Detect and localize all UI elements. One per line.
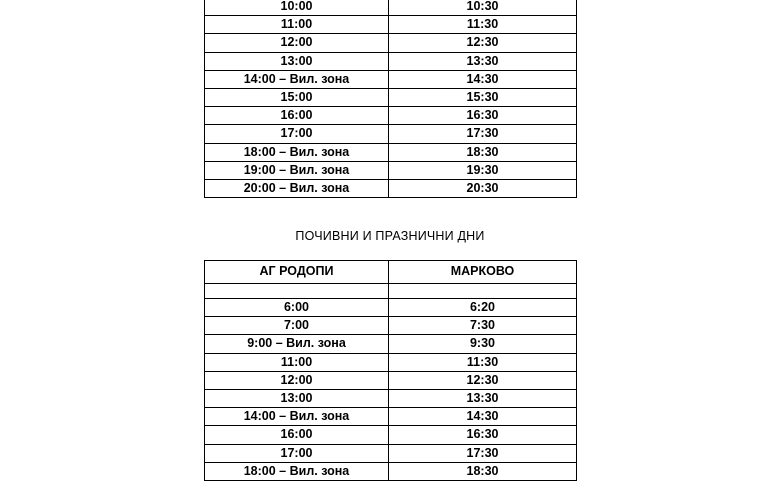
departure-ag-rodopi: 11:00	[205, 16, 389, 34]
table-row	[205, 88, 577, 106]
departure-ag-rodopi: 12:00	[205, 371, 389, 389]
table-row	[205, 462, 577, 480]
departure-markovo: 14:30	[389, 408, 577, 426]
departure-ag-rodopi: 16:00	[205, 426, 389, 444]
departure-ag-rodopi: 11:00	[205, 353, 389, 371]
empty-cell	[389, 284, 577, 299]
departure-ag-rodopi: 15:00	[205, 88, 389, 106]
table-row	[205, 179, 577, 197]
table-row	[205, 70, 577, 88]
weekday-timetable-body	[205, 0, 577, 198]
departure-markovo: 19:30	[389, 161, 577, 179]
departure-markovo: 6:20	[389, 299, 577, 317]
departure-markovo: 12:30	[389, 34, 577, 52]
departure-ag-rodopi: 20:00 – Вил. зона	[205, 179, 389, 197]
table-row	[205, 299, 577, 317]
table-row	[205, 107, 577, 125]
departure-ag-rodopi: 16:00	[205, 107, 389, 125]
table-row	[205, 161, 577, 179]
departure-ag-rodopi: 14:00 – Вил. зона	[205, 70, 389, 88]
table-row	[205, 408, 577, 426]
departure-markovo: 14:30	[389, 70, 577, 88]
departure-ag-rodopi: 10:00	[205, 0, 389, 16]
departure-markovo: 20:30	[389, 179, 577, 197]
table-row	[205, 125, 577, 143]
departure-ag-rodopi: 13:00	[205, 389, 389, 407]
departure-ag-rodopi: 17:00	[205, 125, 389, 143]
column-header-markovo: МАРКОВО	[389, 261, 577, 284]
table-header-row	[205, 261, 577, 284]
column-header-ag-rodopi: АГ РОДОПИ	[205, 261, 389, 284]
departure-ag-rodopi: 9:00 – Вил. зона	[205, 335, 389, 353]
departure-markovo: 12:30	[389, 371, 577, 389]
departure-ag-rodopi: 19:00 – Вил. зона	[205, 161, 389, 179]
table-row	[205, 335, 577, 353]
departure-markovo: 13:30	[389, 52, 577, 70]
departure-markovo: 18:30	[389, 462, 577, 480]
departure-markovo: 10:30	[389, 0, 577, 16]
table-row	[205, 16, 577, 34]
departure-markovo: 16:30	[389, 426, 577, 444]
departure-ag-rodopi: 18:00 – Вил. зона	[205, 462, 389, 480]
departure-markovo: 13:30	[389, 389, 577, 407]
departure-markovo: 7:30	[389, 317, 577, 335]
table-row	[205, 389, 577, 407]
table-row	[205, 34, 577, 52]
holiday-timetable	[204, 260, 577, 481]
table-row	[205, 52, 577, 70]
table-row	[205, 0, 577, 16]
table-row	[205, 353, 577, 371]
holiday-timetable-body	[205, 261, 577, 481]
departure-markovo: 15:30	[389, 88, 577, 106]
departure-ag-rodopi: 17:00	[205, 444, 389, 462]
table-row	[205, 444, 577, 462]
departure-markovo: 17:30	[389, 444, 577, 462]
departure-markovo: 16:30	[389, 107, 577, 125]
departure-ag-rodopi: 7:00	[205, 317, 389, 335]
departure-ag-rodopi: 6:00	[205, 299, 389, 317]
empty-cell	[205, 284, 389, 299]
table-row	[205, 317, 577, 335]
departure-markovo: 9:30	[389, 335, 577, 353]
departure-ag-rodopi: 14:00 – Вил. зона	[205, 408, 389, 426]
table-row	[205, 143, 577, 161]
departure-ag-rodopi: 12:00	[205, 34, 389, 52]
section-title: ПОЧИВНИ И ПРАЗНИЧНИ ДНИ	[295, 229, 485, 243]
departure-ag-rodopi: 13:00	[205, 52, 389, 70]
departure-markovo: 11:30	[389, 16, 577, 34]
departure-markovo: 17:30	[389, 125, 577, 143]
departure-ag-rodopi: 18:00 – Вил. зона	[205, 143, 389, 161]
table-row	[205, 371, 577, 389]
table-row	[205, 426, 577, 444]
weekday-timetable	[204, 0, 577, 198]
departure-markovo: 18:30	[389, 143, 577, 161]
departure-markovo: 11:30	[389, 353, 577, 371]
table-spacer-row	[205, 284, 577, 299]
